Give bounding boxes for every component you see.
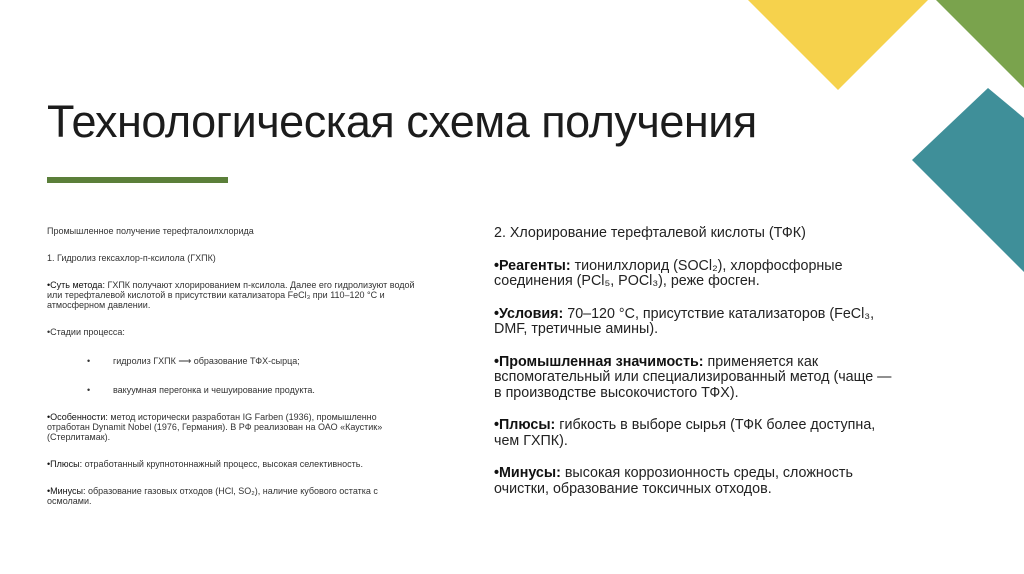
right-cons-text: высокая коррозионность среды, сложность очистки, образование токсичных отходов. (494, 465, 853, 497)
stage-bullet: • (87, 385, 91, 395)
left-pros-text: отработанный крупнотоннажный процесс, высокая селективность. (82, 459, 363, 469)
reagents-paragraph (494, 259, 894, 290)
stage-text: вакуумная перегонка и чешуирование продукта. (113, 385, 315, 395)
method-paragraph (47, 280, 419, 310)
method-label: •Суть метода: (47, 280, 105, 290)
left-pros-paragraph (47, 459, 419, 469)
right-pros-paragraph (494, 418, 894, 449)
method-text: ГХПК получают хлорированием п-ксилола. Далее его гидролизуют водой или терефталевой кислотой в присутствии катализатора FeCl₃ при 110–120 °C и атмосферном давлении. (47, 280, 415, 310)
features-label: •Особенности: (47, 412, 108, 422)
left-heading: Промышленное получение терефталоилхлорида (47, 226, 254, 236)
left-cons-paragraph (47, 486, 419, 506)
right-pros-text: гибкость в выборе сырья (ТФК более доступна, чем ГХПК). (494, 417, 876, 449)
stage-text: гидролиз ГХПК ⟶ образование ТФХ-сырца; (113, 356, 300, 366)
right-cons-paragraph (494, 466, 894, 497)
right-column (494, 226, 894, 497)
left-section-title: 1. Гидролиз гексахлор-п-ксилола (ГХПК) (47, 253, 216, 263)
right-cons-label: •Минусы: (494, 465, 561, 481)
teal-band-shape (912, 88, 1024, 272)
features-paragraph (47, 412, 419, 442)
left-cons-text: образование газовых отходов (HCl, SO₂), наличие кубового остатка с осмолами. (47, 486, 378, 506)
stage-item (47, 385, 419, 395)
title-underline (47, 177, 228, 183)
left-cons-label: •Минусы: (47, 486, 86, 496)
stages-label: •Стадии процесса: (47, 327, 125, 337)
right-section-title: 2. Хлорирование терефталевой кислоты (ТФК) (494, 225, 806, 241)
significance-text: применяется как вспомогательный или специализированный метод (чаще — в производстве высокочистого ТФХ). (494, 353, 892, 401)
features-text: метод исторически разработан IG Farben (1936), промышленно отработан Dynamit Nobel (1976, Германия). В РФ реализован на ОАО «Каустик» (Стерлитамак). (47, 412, 383, 442)
conditions-label: •Условия: (494, 305, 564, 322)
green-triangle-shape (936, 0, 1024, 88)
reagents-label: •Реагенты: (494, 257, 571, 274)
conditions-paragraph (494, 307, 894, 338)
right-pros-label: •Плюсы: (494, 417, 556, 433)
page-title: Технологическая схема получения (47, 96, 757, 147)
stage-bullet: • (87, 356, 91, 366)
conditions-text: 70–120 °C, присутствие катализаторов (FeCl₃, DMF, третичные амины). (494, 305, 875, 337)
significance-paragraph (494, 355, 894, 402)
left-pros-label: •Плюсы: (47, 459, 83, 469)
yellow-triangle-shape (748, 0, 928, 90)
stage-item (47, 356, 419, 366)
reagents-text: тионилхлорид (SOCl₂), хлорфосфорные соединения (PCl₅, POCl₃), реже фосген. (494, 257, 843, 289)
left-column (47, 226, 419, 506)
significance-label: •Промышленная значимость: (494, 353, 704, 370)
